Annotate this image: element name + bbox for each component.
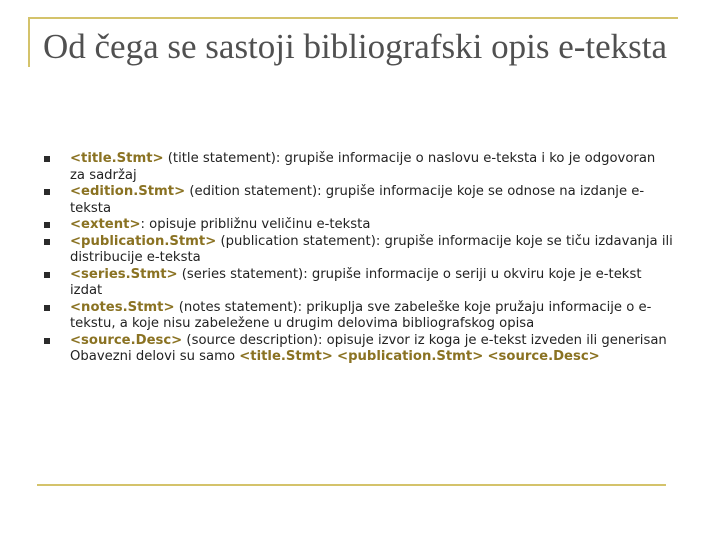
item-description: (source description): opisuje izvor iz koga je e-tekst izveden ili generisan — [182, 332, 667, 348]
note-tag-title-stmt: <title.Stmt> — [239, 349, 333, 364]
square-bullet-icon — [44, 156, 50, 162]
tag-label: <publication.Stmt> — [70, 233, 217, 249]
slide-title: Od čega se sastoji bibliografski opis e-teksta — [43, 27, 668, 66]
note-tag-source-desc: <source.Desc> — [487, 349, 600, 364]
list-item — [44, 151, 674, 184]
list-item — [44, 234, 674, 267]
tag-label: <series.Stmt> — [70, 266, 178, 282]
square-bullet-icon — [44, 305, 50, 311]
tag-label: <edition.Stmt> — [70, 184, 186, 199]
note-tag-publication-stmt: <publication.Stmt> — [337, 349, 484, 364]
square-bullet-icon — [44, 338, 50, 344]
list-item — [44, 184, 674, 217]
left-border-line — [28, 17, 30, 67]
item-description: (series statement): grupiše informacije o seriji u okviru koje je e-tekst izdat — [70, 266, 642, 298]
bullet-list — [44, 151, 674, 349]
note-prefix: Obavezni delovi su samo — [70, 349, 240, 364]
tag-label: <source.Desc> — [70, 332, 183, 348]
item-description: (notes statement): prikuplja sve zabeleške koje pružaju informacije o e-tekstu, a koje nisu zabeležene u drugim delovima bibliografskog opisa — [70, 299, 652, 331]
square-bullet-icon — [44, 239, 50, 245]
square-bullet-icon — [44, 272, 50, 278]
list-item — [44, 333, 674, 350]
slide-content — [44, 151, 674, 366]
top-border-line — [28, 17, 678, 19]
bottom-border-line — [37, 484, 666, 486]
tag-label: <notes.Stmt> — [70, 299, 175, 315]
mandatory-parts-note — [44, 349, 674, 366]
item-description: : opisuje približnu veličinu e-teksta — [140, 217, 371, 232]
square-bullet-icon — [44, 189, 50, 195]
item-description: (publication statement): grupiše informacije koje se tiču izdavanja ili distribucije e-teksta — [70, 233, 673, 265]
tag-label: <title.Stmt> — [70, 151, 164, 166]
list-item — [44, 300, 674, 333]
list-item — [44, 267, 674, 300]
item-description: (title statement): grupiše informacije o naslovu e-teksta i ko je odgovoran za sadržaj — [70, 151, 656, 183]
item-description: (edition statement): grupiše informacije koje se odnose na izdanje e-teksta — [70, 184, 645, 216]
list-item — [44, 217, 674, 234]
square-bullet-icon — [44, 222, 50, 228]
tag-label: <extent> — [70, 217, 141, 232]
